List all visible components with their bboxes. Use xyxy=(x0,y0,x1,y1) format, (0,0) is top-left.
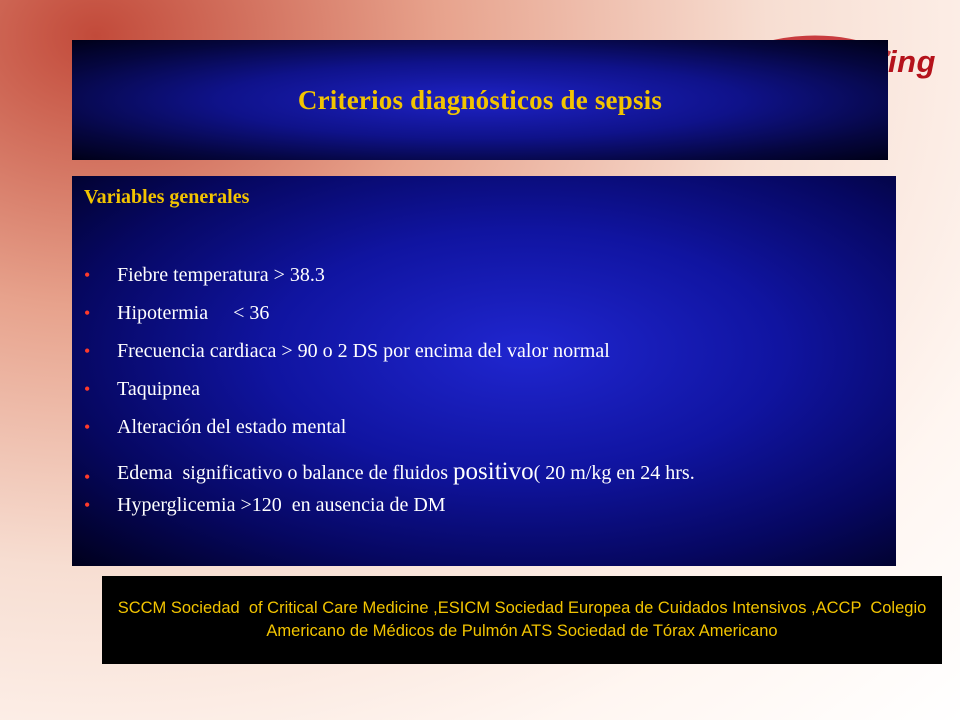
criterion-text: Fiebre temperatura > 38.3 xyxy=(117,264,325,286)
bullet-icon: • xyxy=(84,265,91,285)
criterion-text: Frecuencia cardiaca > 90 o 2 DS por encima del valor normal xyxy=(117,340,610,362)
bullet-icon: • xyxy=(84,303,91,323)
footer-note-box xyxy=(102,576,942,664)
bullet-icon: • xyxy=(84,495,91,515)
criterion-text: Alteración del estado mental xyxy=(117,416,347,438)
list-item xyxy=(84,492,695,530)
logo-text: ing xyxy=(888,44,936,79)
bullet-icon: • xyxy=(84,379,91,399)
list-item xyxy=(84,454,695,494)
criterion-text: Taquipnea xyxy=(117,378,201,400)
list-item xyxy=(84,414,695,452)
list-item xyxy=(84,300,695,338)
section-heading: Variables generales xyxy=(84,186,250,208)
title-banner xyxy=(72,40,888,160)
criterion-text-after: ( 20 m/kg en 24 hrs. xyxy=(533,462,695,484)
footer-note: SCCM Sociedad of Critical Care Medicine ,ESICM Sociedad Europea de Cuidados Intensivos ,ACCP Colegio Americano de Médicos de Pulmón ATS Sociedad de Tórax Americano xyxy=(117,599,930,640)
criteria-panel xyxy=(72,176,896,566)
criteria-list xyxy=(84,262,695,530)
list-item xyxy=(84,262,695,300)
criterion-text-before: Edema significativo o balance de fluidos xyxy=(117,462,454,484)
bullet-icon: • xyxy=(84,467,91,487)
bullet-icon: • xyxy=(84,341,91,361)
bullet-icon: • xyxy=(84,417,91,437)
slide-title: Criterios diagnósticos de sepsis xyxy=(297,84,663,115)
list-item xyxy=(84,376,695,414)
criterion-emphasis: positivo xyxy=(453,458,534,485)
criterion-text: Hyperglicemia >120 en ausencia de DM xyxy=(117,494,446,516)
list-item xyxy=(84,338,695,376)
criterion-text: Hipotermia < 36 xyxy=(117,302,270,324)
